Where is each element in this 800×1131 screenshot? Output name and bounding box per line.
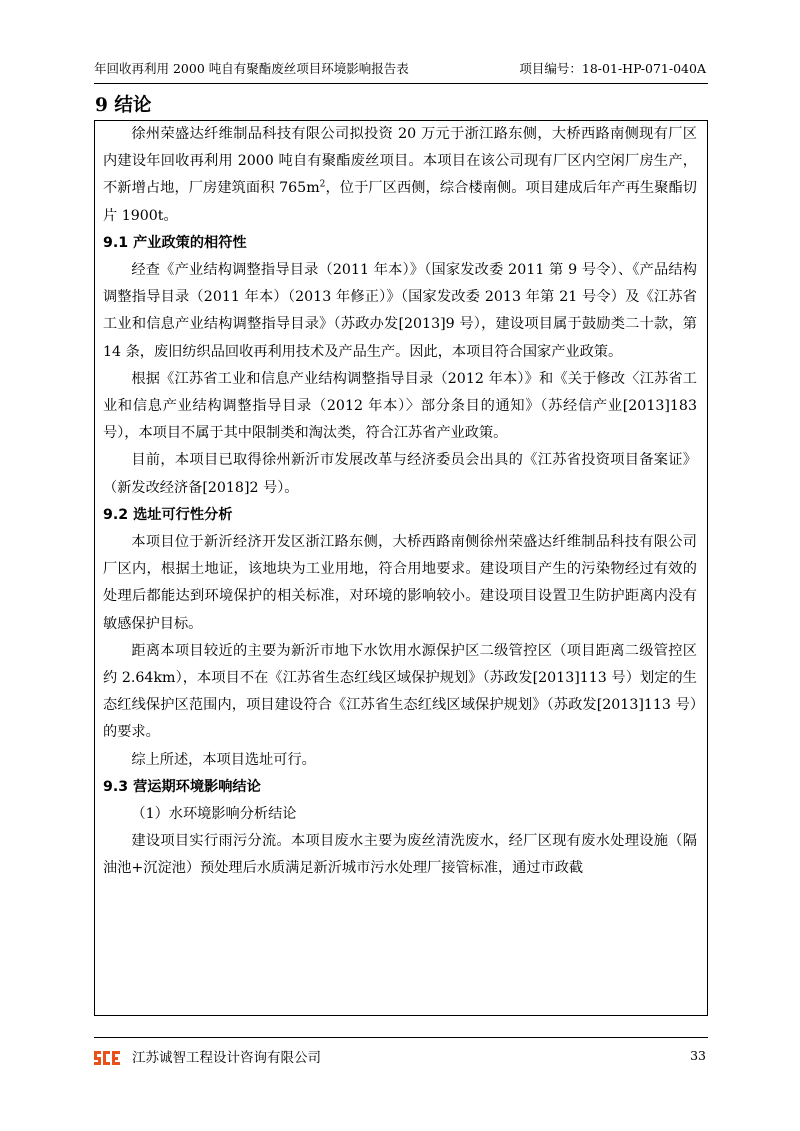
paragraph: 经查《产业结构调整指导目录（2011 年本）》（国家发改委 2011 第 9 号令）、《产品结构调整指导目录（2011 年本）（2013 年修正）》（国家发改委 2013 年第 21 号令）及《江苏省工业和信息产业结构调整指导目录》（苏政办发[2013]9 号），建设项目属于鼓励类二十款，第 14 条，废旧纺织品回收再利用技术及产品生产。因此，本项目符合国家产业政策。: [103, 262, 697, 360]
paragraph: 综上所述，本项目选址可行。: [131, 751, 316, 768]
project-number: 项目编号：18-01-HP-071-040A: [519, 61, 706, 76]
subsection-heading: （1）水环境影响分析结论: [131, 806, 297, 823]
section-9-2-heading: 9.2 选址可行性分析: [103, 506, 233, 523]
paragraph: 根据《江苏省工业和信息产业结构调整指导目录（2012 年本）》和《关于修改〈江苏省工业和信息产业结构调整指导目录（2012 年本）〉部分条目的通知》（苏经信产业[2013]183 号），本项目不属于其中限制类和淘汰类，符合江苏省产业政策。: [103, 370, 697, 442]
section-9-1-heading: 9.1 产业政策的相符性: [103, 234, 247, 251]
content-box: [94, 120, 708, 1016]
paragraph: 建设项目实行雨污分流。本项目废水主要为废丝清洗废水，经厂区现有废水处理设施（隔油池+沉淀池）预处理后水质满足新沂城市污水处理厂接管标准，通过市政截: [103, 833, 697, 877]
paragraph: 距离本项目较近的主要为新沂市地下水饮用水源保护区二级管控区（项目距离二级管控区约 2.64km），本项目不在《江苏省生态红线区域保护规划》（苏政发[2013]113 号）划定的生态红线保护区范围内，项目建设符合《江苏省生态红线区域保护规划》（苏政发[2013]113 号）的要求。: [103, 642, 697, 741]
page-header: [94, 58, 706, 80]
section-9-3-heading: 9.3 营运期环境影响结论: [103, 778, 261, 795]
page-number: 33: [690, 1048, 706, 1063]
paragraph: 目前，本项目已取得徐州新沂市发展改革与经济委员会出具的《江苏省投资项目备案证》（新发改经济备[2018]2 号）。: [103, 452, 697, 496]
content-body: [95, 121, 707, 883]
paragraph: 本项目位于新沂经济开发区浙江路东侧，大桥西路南侧徐州荣盛达纤维制品科技有限公司厂区内，根据土地证，该地块为工业用地，符合用地要求。建设项目产生的污染物经过有效的处理后都能达到环境保护的相关标准，对环境的影响较小。建设项目设置卫生防护距离内没有敏感保护目标。: [103, 534, 697, 632]
header-divider: [94, 83, 708, 84]
company-name: 江苏诚智工程设计咨询有限公司: [132, 1050, 321, 1066]
section-title: 9 结论: [95, 95, 152, 116]
report-title: 年回收再利用 2000 吨自有聚酯废丝项目环境影响报告表: [94, 61, 409, 76]
company-logo: [94, 1049, 120, 1067]
footer-divider: [94, 1037, 708, 1038]
intro-paragraph: 徐州荣盛达纤维制品科技有限公司拟投资 20 万元于浙江路东侧，大桥西路南侧现有厂区内建设年回收再利用 2000 吨自有聚酯废丝项目。本项目在该公司现有厂区内空闲厂房生产，不新增占地，厂房建筑面积 $765m^2$，位于厂区西侧，综合楼南侧。项目建成后年产再生聚酯切片 1900t。: [103, 126, 697, 224]
